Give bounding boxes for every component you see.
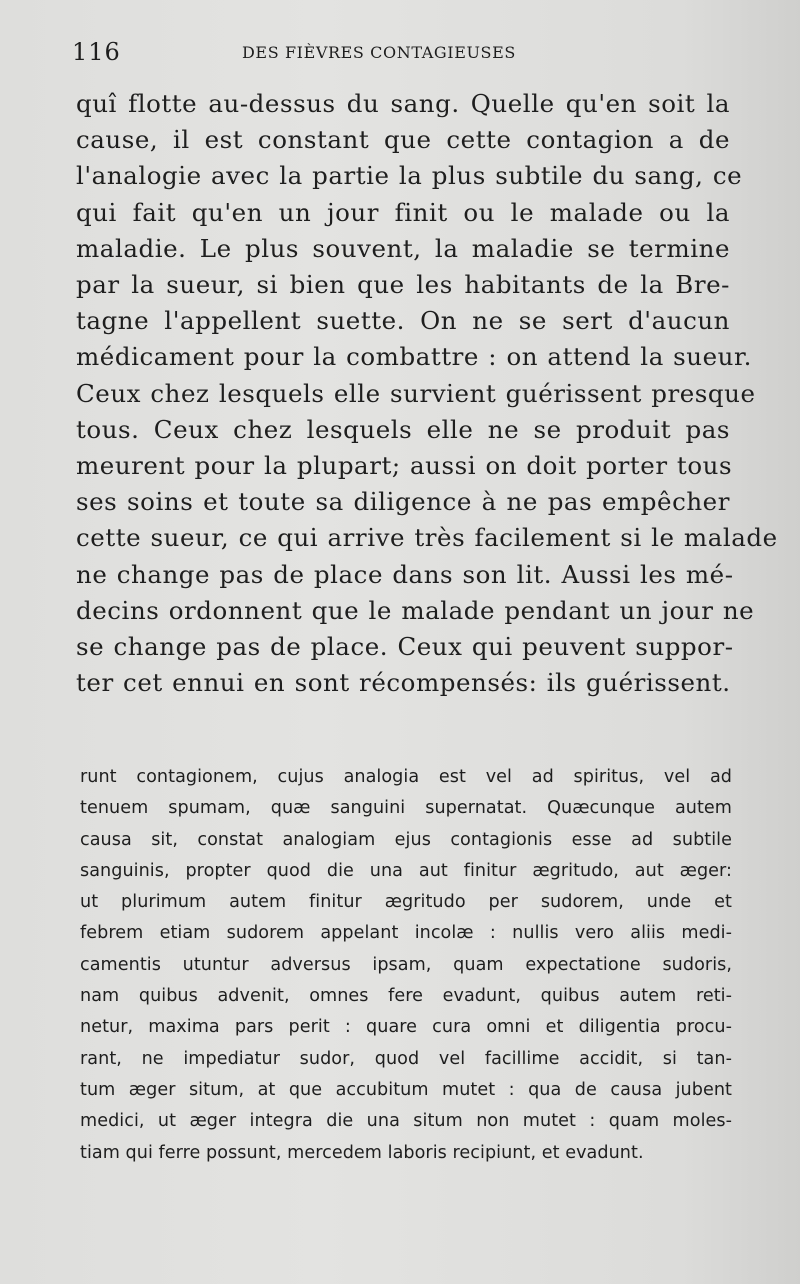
- latin-line: tum æger situm, at que accubitum mutet : qua de causa jubent: [80, 1079, 732, 1100]
- latin-line: sanguinis, propter quod die una aut finitur ægritudo, aut æger:: [80, 860, 732, 881]
- latin-line: ut plurimum autem finitur ægritudo per sudorem, unde et: [80, 892, 732, 913]
- latin-line: netur, maxima pars perit : quare cura omni et diligentia procu-: [80, 1017, 732, 1038]
- latin-line: runt contagionem, cujus analogia est vel ad spiritus, vel ad: [80, 767, 732, 787]
- latin-line: nam quibus advenit, omnes fere evadunt, quibus autem reti-: [80, 986, 732, 1007]
- latin-line: causa sit, constat analogiam ejus contagionis esse ad subtile: [80, 829, 732, 850]
- french-line: meurent pour la plupart; aussi on doit porter tous: [76, 451, 733, 481]
- latin-line: camentis utuntur adversus ipsam, quam expectatione sudoris,: [80, 954, 732, 975]
- french-line: decins ordonnent que le malade pendant un jour ne: [76, 595, 755, 625]
- french-line: quî flotte au-dessus du sang. Quelle qu'en soit la: [76, 89, 730, 118]
- running-head: [72, 38, 732, 72]
- french-translation-text: [76, 86, 778, 701]
- latin-line: rant, ne impediatur sudor, quod vel facillime accidit, si tan-: [80, 1048, 732, 1069]
- latin-line: febrem etiam sudorem appelant incolæ : nullis vero aliis medi-: [80, 923, 732, 944]
- french-line: tous. Ceux chez lesquels elle ne se produit pas: [76, 414, 730, 444]
- latin-original-text: [80, 762, 732, 1169]
- french-line: qui fait qu'en un jour finit ou le malade ou la: [76, 197, 730, 227]
- french-line: l'analogie avec la partie la plus subtile du sang, ce: [76, 161, 743, 191]
- latin-line: tiam qui ferre possunt, mercedem laboris recipiunt, et evadunt.: [80, 1142, 644, 1163]
- french-line: par la sueur, si bien que les habitants de la Bre-: [76, 270, 730, 300]
- french-line: se change pas de place. Ceux qui peuvent suppor-: [76, 632, 734, 662]
- french-line: Ceux chez lesquels elle survient guérissent presque: [76, 378, 756, 408]
- french-line: maladie. Le plus souvent, la maladie se termine: [76, 233, 730, 263]
- french-line: cette sueur, ce qui arrive très facilement si le malade: [76, 523, 778, 553]
- french-line: ses soins et toute sa diligence à ne pas empêcher: [76, 487, 730, 517]
- french-line: tagne l'appellent suette. On ne se sert d'aucun: [76, 306, 730, 336]
- page-number: 116: [72, 38, 121, 66]
- french-line: ne change pas de place dans son lit. Aussi les mé-: [76, 559, 734, 589]
- latin-line: medici, ut æger integra die una situm non mutet : quam moles-: [80, 1111, 732, 1132]
- french-line: ter cet ennui en sont récompensés: ils guérissent.: [76, 668, 731, 698]
- french-line: cause, il est constant que cette contagion a de: [76, 125, 730, 155]
- latin-line: tenuem spumam, quæ sanguini supernatat. Quæcunque autem: [80, 798, 732, 819]
- running-title: DES FIÈVRES CONTAGIEUSES: [242, 43, 516, 62]
- french-line: médicament pour la combattre : on attend la sueur.: [76, 342, 752, 372]
